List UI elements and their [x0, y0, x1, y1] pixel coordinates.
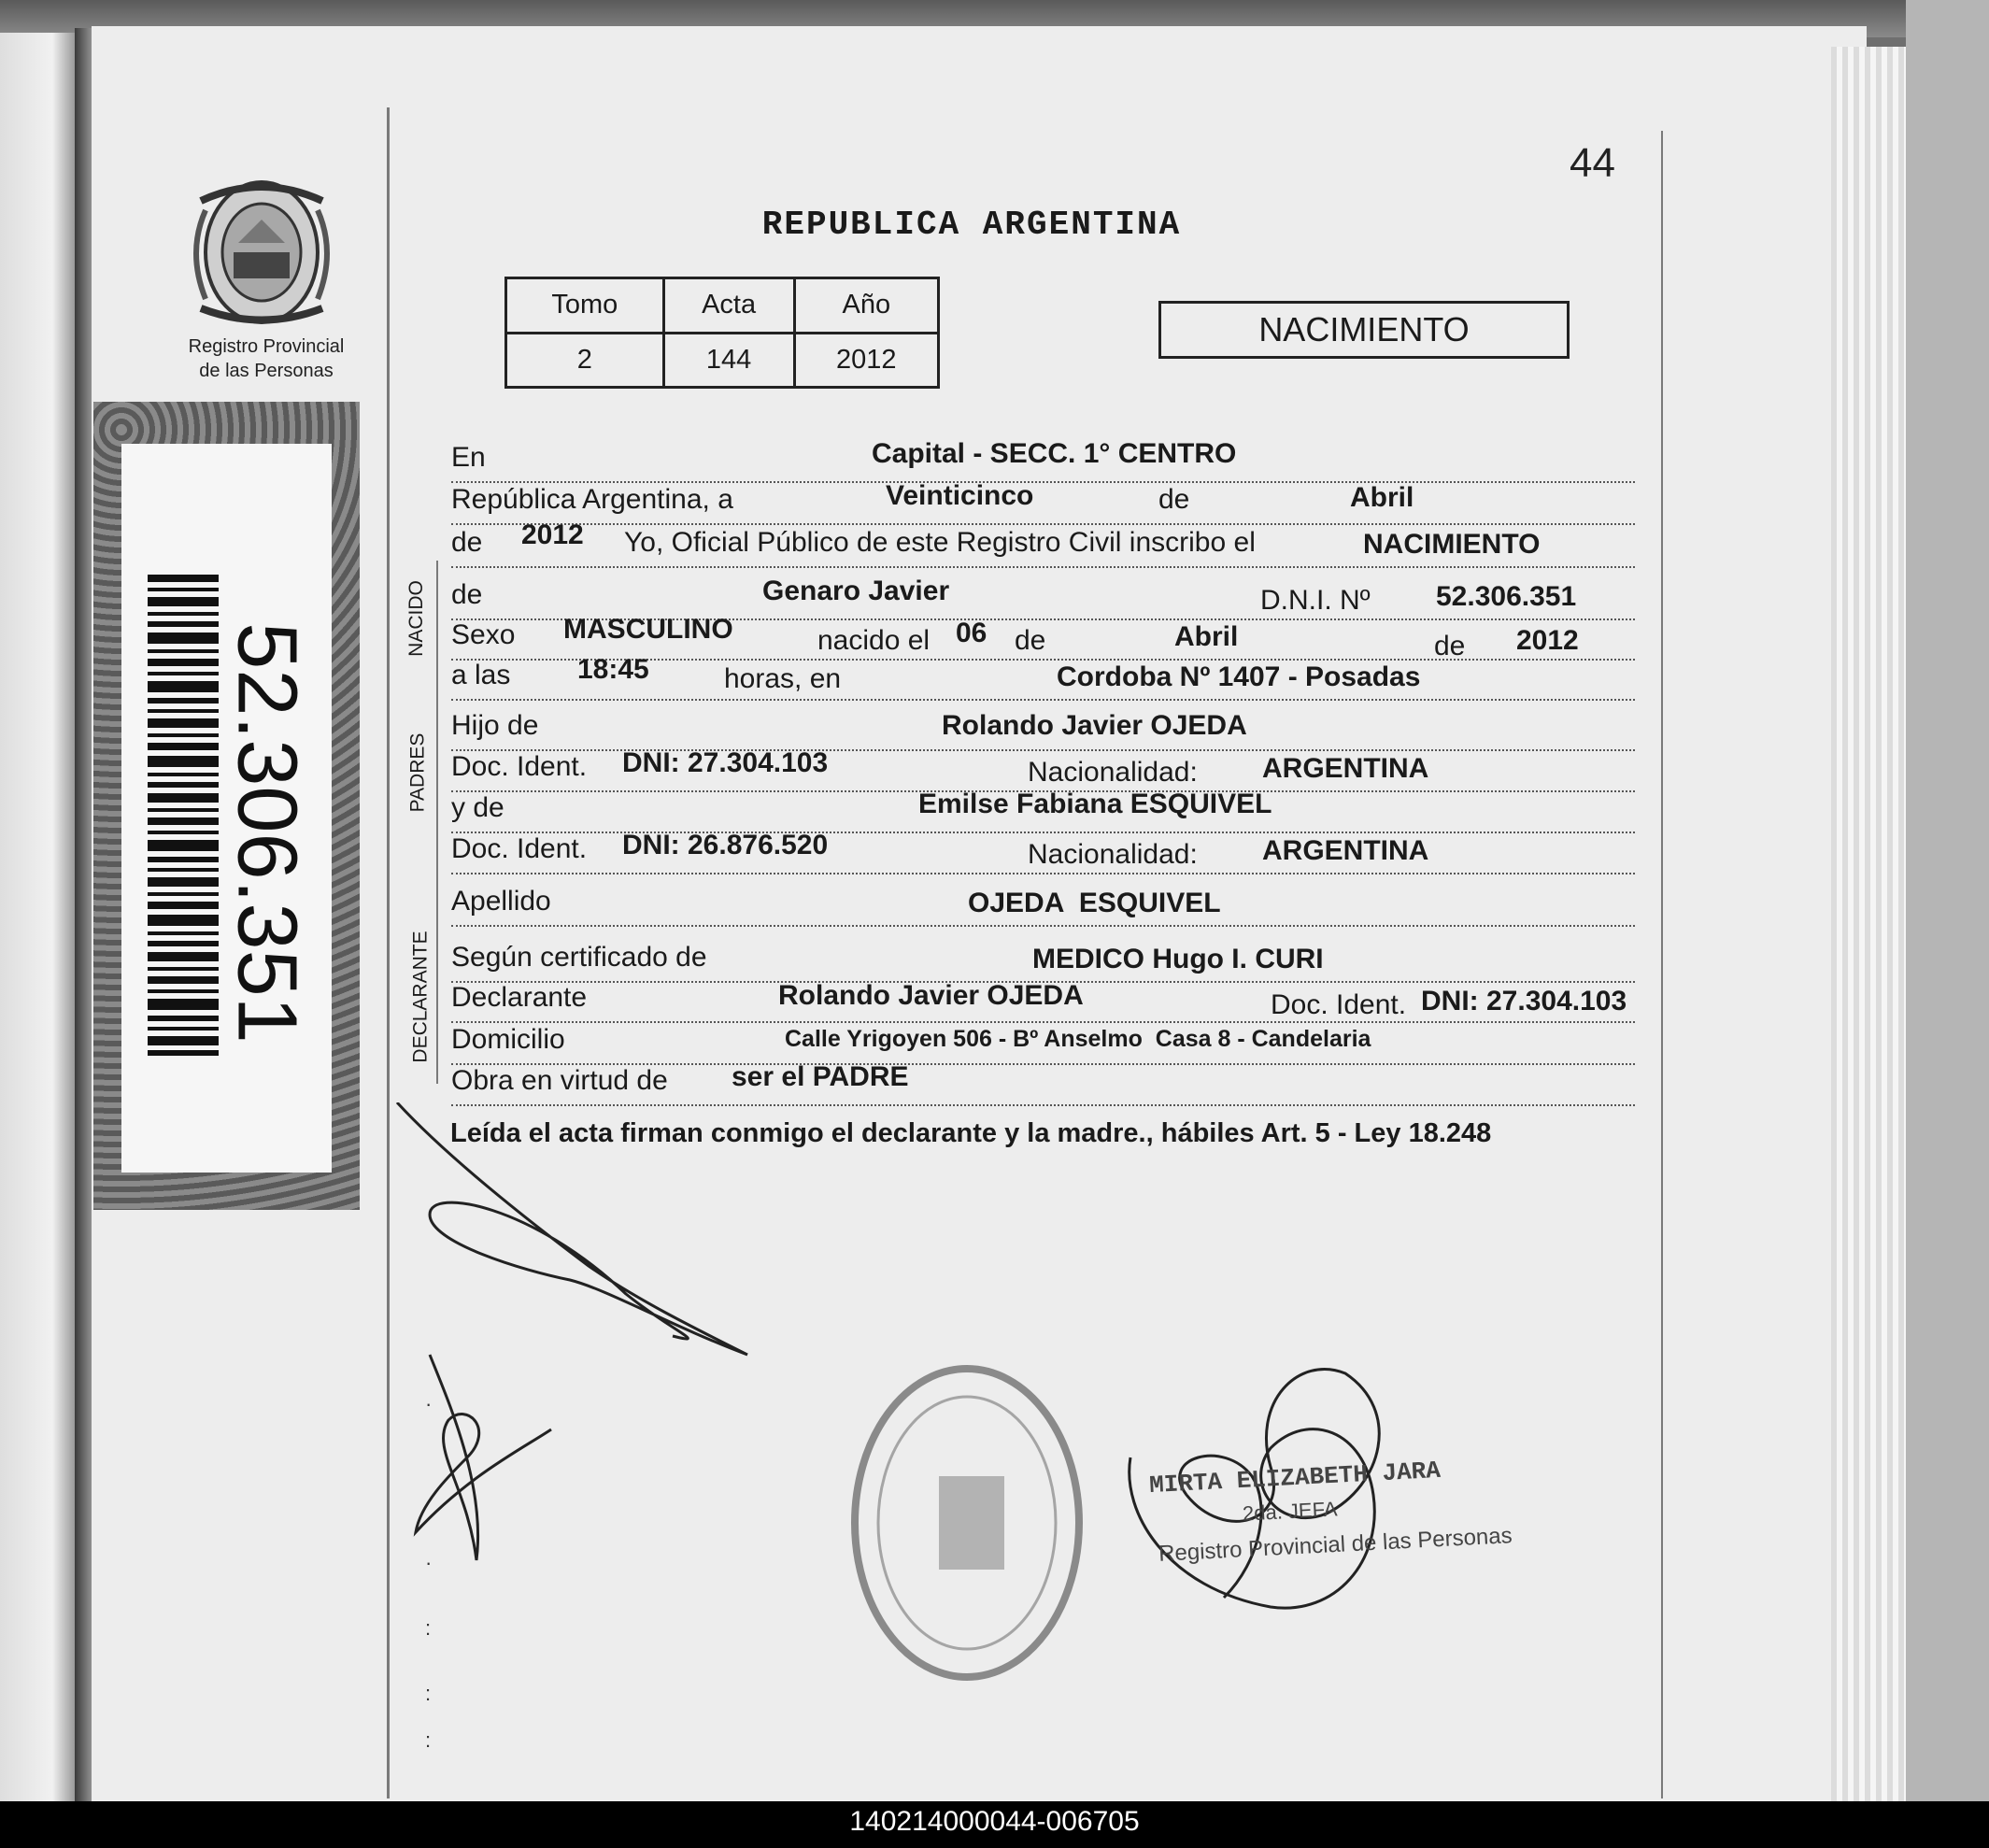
label-hijo-de: Hijo de	[451, 710, 539, 741]
value-certificado: MEDICO Hugo I. CURI	[1032, 944, 1324, 974]
value-acto: NACIMIENTO	[1363, 529, 1541, 560]
line-obra	[451, 1058, 1635, 1106]
label-de: de	[1158, 484, 1190, 515]
record-header-acta: Acta	[663, 278, 794, 334]
label-sexo: Sexo	[451, 619, 516, 650]
value-madre: Emilse Fabiana ESQUIVEL	[918, 789, 1272, 819]
left-page-edge	[0, 33, 75, 1803]
line-fecha	[451, 476, 1635, 525]
label-en: En	[451, 442, 486, 473]
value-sexo: MASCULINO	[563, 614, 733, 645]
label-yo: Yo, Oficial Público de este Registro Civil inscribo el	[624, 527, 1256, 558]
barcode-number-text: 52.306.351	[220, 622, 314, 1044]
registry-label-line-1: Registro Provincial	[188, 336, 345, 357]
value-nombre: Genaro Javier	[762, 576, 950, 606]
label-padre-doc: Doc. Ident.	[451, 751, 588, 782]
line-anio	[451, 519, 1635, 568]
label-y-de: y de	[451, 792, 504, 823]
misiones-seal-icon	[182, 173, 341, 332]
section-label-padres: PADRES	[406, 732, 429, 813]
value-declarante-doc: DNI: 27.304.103	[1421, 986, 1627, 1016]
official-stamp-icon	[845, 1359, 1088, 1686]
label-nombre-de: de	[451, 579, 483, 610]
margin-mark: ·	[425, 1551, 433, 1574]
value-padre-doc: DNI: 27.304.103	[622, 747, 829, 778]
label-nac-anio-de: de	[1434, 631, 1466, 661]
signer-name: MIRTA ELIZABETH JARA	[1148, 1456, 1442, 1500]
section-label-declarante: DECLARANTE	[409, 931, 432, 1063]
closing-statement: Leída el acta firman conmigo el declarante y la madre., hábiles Art. 5 - Ley 18.248	[450, 1118, 1492, 1148]
signature-madre-icon	[411, 1345, 570, 1579]
page-number: 44	[1570, 140, 1615, 186]
label-anio-de: de	[451, 527, 483, 558]
label-domicilio: Domicilio	[451, 1024, 565, 1055]
label-republica: República Argentina, a	[451, 484, 733, 515]
barcode-number	[220, 448, 314, 1177]
line-apellido	[451, 878, 1635, 927]
value-hora: 18:45	[577, 654, 649, 685]
label-nac-de: de	[1015, 625, 1046, 656]
book-gutter	[75, 28, 93, 1803]
margin-mark: :	[425, 1682, 432, 1705]
record-table-value-row	[506, 333, 939, 388]
registry-label-line-2: de las Personas	[199, 361, 334, 381]
record-value-tomo: 2	[506, 333, 664, 388]
value-madre-nac: ARGENTINA	[1262, 835, 1429, 866]
record-header-tomo: Tomo	[506, 278, 664, 334]
label-obra: Obra en virtud de	[451, 1065, 668, 1096]
label-dni: D.N.I. Nº	[1260, 585, 1371, 616]
label-certificado: Según certificado de	[451, 942, 707, 973]
section-divider-line	[436, 561, 438, 1084]
value-padre: Rolando Javier OJEDA	[942, 710, 1247, 741]
value-mes: Abril	[1350, 482, 1414, 513]
signer-office: Registro Provincial de las Personas	[1158, 1523, 1513, 1567]
label-hora: a las	[451, 660, 511, 690]
page-heading: REPUBLICA ARGENTINA	[761, 206, 1182, 244]
value-padre-nac: ARGENTINA	[1262, 753, 1429, 784]
label-madre-nac: Nacionalidad:	[1028, 839, 1198, 870]
signature-declarante-icon	[392, 1102, 766, 1383]
value-domicilio: Calle Yrigoyen 506 - Bº Anselmo Casa 8 - Candelaria	[785, 1026, 1371, 1052]
label-madre-doc: Doc. Ident.	[451, 833, 588, 864]
barcode-icon	[148, 575, 219, 1056]
value-dia-texto: Veinticinco	[886, 480, 1034, 511]
book-cover	[1906, 0, 1989, 1803]
label-declarante: Declarante	[451, 982, 588, 1013]
value-nac-mes: Abril	[1174, 621, 1239, 652]
record-value-acta: 144	[663, 333, 794, 388]
value-nac-anio: 2012	[1516, 625, 1579, 656]
record-value-anio: 2012	[794, 333, 938, 388]
record-table-header-row	[506, 278, 939, 334]
margin-mark: :	[425, 1728, 432, 1752]
label-apellido: Apellido	[451, 886, 551, 917]
label-declarante-doc: Doc. Ident.	[1271, 989, 1407, 1020]
value-lugar-nac: Cordoba Nº 1407 - Posadas	[1057, 661, 1421, 692]
signer-role: 2da. JEFA	[1242, 1497, 1339, 1526]
value-obra: ser el PADRE	[732, 1061, 909, 1092]
right-margin-line	[1661, 131, 1663, 1798]
value-anio: 2012	[521, 519, 584, 550]
record-header-anio: Año	[794, 278, 938, 334]
document-code: 140214000044-006705	[849, 1806, 1140, 1837]
label-horas-en: horas, en	[724, 663, 842, 694]
label-padre-nac: Nacionalidad:	[1028, 757, 1198, 788]
line-madre-doc	[451, 826, 1635, 874]
value-declarante: Rolando Javier OJEDA	[778, 980, 1084, 1011]
record-type-box: NACIMIENTO	[1158, 301, 1570, 359]
label-nacido: nacido el	[817, 625, 931, 656]
line-hora	[451, 652, 1635, 701]
record-table	[504, 277, 940, 389]
registry-label	[140, 334, 392, 383]
section-label-nacido: NACIDO	[405, 580, 427, 657]
value-lugar: Capital - SECC. 1° CENTRO	[872, 438, 1237, 469]
margin-mark: ·	[425, 1392, 433, 1415]
value-nac-dia: 06	[956, 618, 987, 648]
value-dni: 52.306.351	[1436, 581, 1577, 612]
margin-mark: :	[425, 1616, 432, 1640]
value-madre-doc: DNI: 26.876.520	[622, 830, 829, 860]
page-stack-edges	[1831, 47, 1906, 1803]
value-apellido: OJEDA ESQUIVEL	[968, 888, 1221, 918]
